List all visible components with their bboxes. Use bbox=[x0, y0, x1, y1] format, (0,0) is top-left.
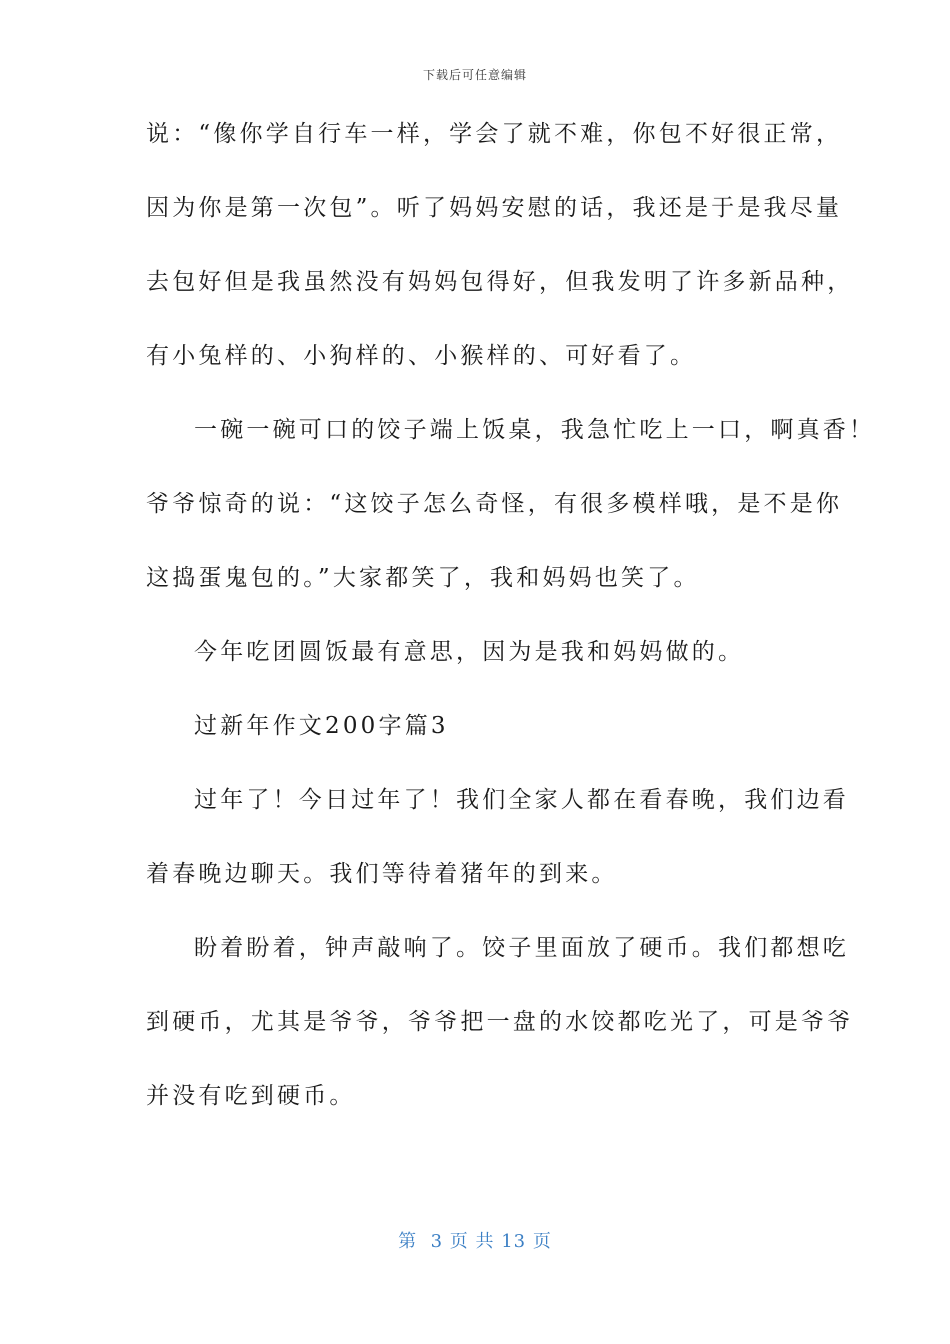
text-line: 着春晚边聊天。我们等待着猪年的到来。 bbox=[146, 861, 618, 887]
paragraph-start: 过年了！今日过年了！我们全家人都在看春晚，我们边看 bbox=[194, 787, 849, 813]
text-line: 爷爷惊奇的说：“这饺子怎么奇怪，有很多模样哦，是不是你 bbox=[146, 491, 843, 517]
page-number: 第 3 页 共 13 页 bbox=[398, 1231, 552, 1252]
text-line: 去包好但是我虽然没有妈妈包得好，但我发明了许多新品种， bbox=[146, 269, 854, 295]
paragraph-start: 盼着盼着，钟声敲响了。饺子里面放了硬币。我们都想吃 bbox=[194, 935, 849, 961]
text-line: 并没有吃到硬币。 bbox=[146, 1083, 356, 1109]
text-line: 因为你是第一次包”。听了妈妈安慰的话，我还是于是我尽量 bbox=[146, 195, 843, 221]
page-header: 下载后可任意编辑 bbox=[422, 68, 527, 82]
paragraph-start: 今年吃团圆饭最有意思，因为是我和妈妈做的。 bbox=[194, 639, 745, 665]
text-line: 到硬币，尤其是爷爷，爷爷把一盘的水饺都吃光了，可是爷爷 bbox=[146, 1009, 854, 1035]
text-line: 有小兔样的、小狗样的、小猴样的、可好看了。 bbox=[146, 343, 697, 369]
paragraph-start: 一碗一碗可口的饺子端上饭桌，我急忙吃上一口，啊真香！ bbox=[194, 417, 876, 443]
document-body bbox=[146, 121, 876, 1158]
section-heading: 过新年作文200字篇3 bbox=[194, 713, 449, 739]
text-line: 说：“像你学自行车一样，学会了就不难，你包不好很正常， bbox=[146, 121, 843, 147]
text-line: 这捣蛋鬼包的。”大家都笑了，我和妈妈也笑了。 bbox=[146, 565, 700, 591]
